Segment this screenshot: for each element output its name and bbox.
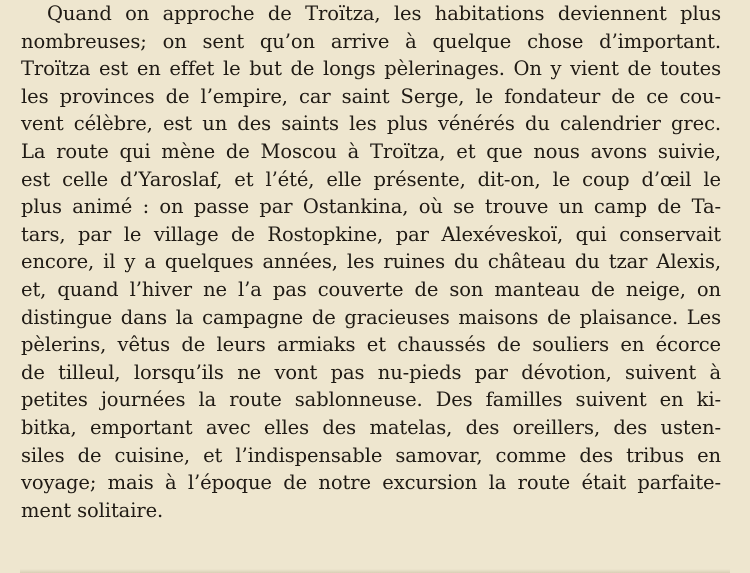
text-line: distingue dans la campagne de gracieuses maisons de plaisance. Les xyxy=(21,305,721,329)
text-line: nombreuses; on sent qu’on arrive à quelque chose d’important. xyxy=(21,29,721,53)
text-line: siles de cuisine, et l’indispensable samovar, comme des tribus en xyxy=(21,443,721,467)
text-line: encore, il y a quelques années, les ruines du château du tzar Alexis, xyxy=(21,250,721,274)
text-line: bitka, emportant avec elles des matelas, des oreillers, des usten- xyxy=(21,415,721,439)
page-edge-shadow xyxy=(20,569,730,573)
text-line: voyage; mais à l’époque de notre excursion la route était parfaite- xyxy=(21,471,721,495)
text-line: les provinces de l’empire, car saint Serge, le fondateur de ce cou- xyxy=(21,84,721,108)
text-line: plus animé : on passe par Ostankina, où se trouve un camp de Ta- xyxy=(21,195,721,219)
text-line: petites journées la route sablonneuse. Des familles suivent en ki- xyxy=(21,388,721,412)
text-line: et, quand l’hiver ne l’a pas couverte de son manteau de neige, on xyxy=(21,277,721,301)
text-line: de tilleul, lorsqu’ils ne vont pas nu-pieds par dévotion, suivent à xyxy=(21,360,721,384)
text-line: pèlerins, vêtus de leurs armiaks et chaussés de souliers en écorce xyxy=(21,333,721,357)
text-line: La route qui mène de Moscou à Troïtza, et que nous avons suivie, xyxy=(21,139,721,163)
paragraph xyxy=(21,0,721,524)
text-line: Quand on approche de Troïtza, les habitations deviennent plus xyxy=(47,2,721,25)
text-line: tars, par le village de Rostopkine, par Alexéveskoï, qui conservait xyxy=(21,222,721,246)
text-line: vent célèbre, est un des saints les plus vénérés du calendrier grec. xyxy=(21,112,721,136)
text-line: ment solitaire. xyxy=(21,498,164,522)
text-line: Troïtza est en effet le but de longs pèlerinages. On y vient de toutes xyxy=(21,57,721,81)
text-line: est celle d’Yaroslaf, et l’été, elle présente, dit-on, le coup d’œil le xyxy=(21,167,721,191)
